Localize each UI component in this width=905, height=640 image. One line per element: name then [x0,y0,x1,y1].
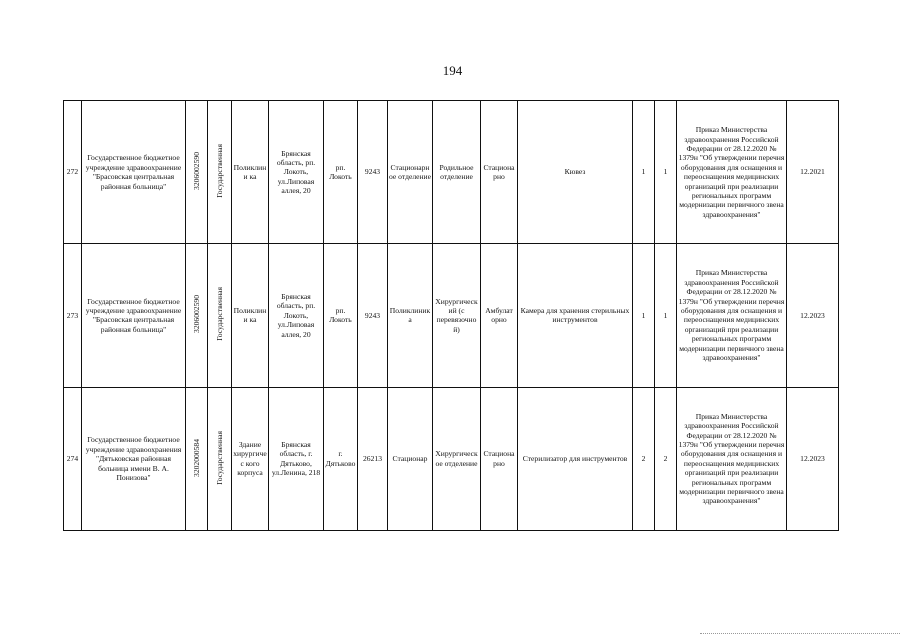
scan-artifact [700,633,900,638]
cell-care-form: Стациона рно [481,101,518,244]
cell-equipment-name: Кювез [518,101,633,244]
equipment-table [63,100,839,531]
cell-unit-type: Поликлиник а [388,244,433,387]
cell-equipment-name: Камера для хранения стерильных инструментов [518,244,633,387]
cell-care-form: Стациона рно [481,387,518,530]
cell-inn-code [186,244,208,387]
cell-address: Брянская область, рп. Локоть, ул.Липовая аллея, 20 [269,101,324,244]
cell-address: Брянская область, г. Дятьково, ул.Ленина, 218 [269,387,324,530]
cell-quantity-planned: 2 [633,387,655,530]
cell-organization-name: Государственное бюджетное учреждение здравоохранения "Дятьковская районная больница имени В. А. Понизова" [82,387,186,530]
cell-ownership-type [208,101,232,244]
cell-care-form: Амбулат орно [481,244,518,387]
cell-unit-type: Стационар [388,387,433,530]
cell-legal-basis: Приказ Министерства здравоохранения Российской Федерации от 28.12.2020 № 1379н "Об утверждении перечня оборудования для оснащения и переоснащения медицинских организаций при реализации региональных программ модернизации первичного звена здравоохранения" [677,244,787,387]
cell-delivery-date: 12.2023 [787,244,839,387]
cell-row-number: 273 [64,244,82,387]
cell-quantity-planned: 1 [633,244,655,387]
cell-building-name: Здание хирургичес кого корпуса [232,387,269,530]
ownership-type-text: Государственная [214,287,224,342]
page-number: 194 [442,63,463,78]
cell-department: Хирургическ ий (с перевязочно й) [433,244,481,387]
cell-delivery-date: 12.2021 [787,101,839,244]
cell-locality: рп. Локоть [324,101,358,244]
ownership-type-text: Государственная [214,430,224,485]
cell-organization-name: Государственное бюджетное учреждение здравоохранение "Брасовская центральная районная больница" [82,244,186,387]
inn-code-text: 3206002590 [191,295,201,334]
cell-ownership-type [208,387,232,530]
cell-row-number: 274 [64,387,82,530]
ownership-type-text: Государственная [214,144,224,198]
cell-department: Родильное отделение [433,101,481,244]
cell-department: Хирургическ ое отделение [433,387,481,530]
table-row [64,244,839,387]
cell-oktmo-code: 9243 [358,244,388,387]
cell-unit-type: Стационарн ое отделение [388,101,433,244]
cell-quantity-planned: 1 [633,101,655,244]
cell-legal-basis: Приказ Министерства здравоохранения Российской Федерации от 28.12.2020 № 1379н "Об утверждении перечня оборудования для оснащения и переоснащения медицинских организаций при реализации региональных программ модернизации первичного звена здравоохранения" [677,387,787,530]
inn-code-text: 3206002590 [191,151,201,190]
cell-quantity-total: 2 [655,387,677,530]
cell-inn-code [186,101,208,244]
table-row [64,101,839,244]
cell-oktmo-code: 9243 [358,101,388,244]
table-row [64,387,839,530]
cell-building-name: Поликлини ка [232,244,269,387]
cell-locality: г. Дятьково [324,387,358,530]
cell-equipment-name: Стерилизатор для инструментов [518,387,633,530]
cell-locality: рп. Локоть [324,244,358,387]
cell-inn-code [186,387,208,530]
inn-code-text: 3202000584 [191,438,201,477]
cell-delivery-date: 12.2023 [787,387,839,530]
cell-organization-name: Государственное бюджетное учреждение здравоохранение "Брасовская центральная районная больница" [82,101,186,244]
cell-row-number: 272 [64,101,82,244]
cell-ownership-type [208,244,232,387]
cell-legal-basis: Приказ Министерства здравоохранения Российской Федерации от 28.12.2020 № 1379н "Об утверждении перечня оборудования для оснащения и переоснащения медицинских организаций при реализации региональных программ модернизации первичного звена здравоохранения" [677,101,787,244]
cell-oktmo-code: 26213 [358,387,388,530]
cell-quantity-total: 1 [655,244,677,387]
cell-building-name: Поликлини ка [232,101,269,244]
cell-address: Брянская область, рп. Локоть, ул.Липовая аллея, 20 [269,244,324,387]
cell-quantity-total: 1 [655,101,677,244]
